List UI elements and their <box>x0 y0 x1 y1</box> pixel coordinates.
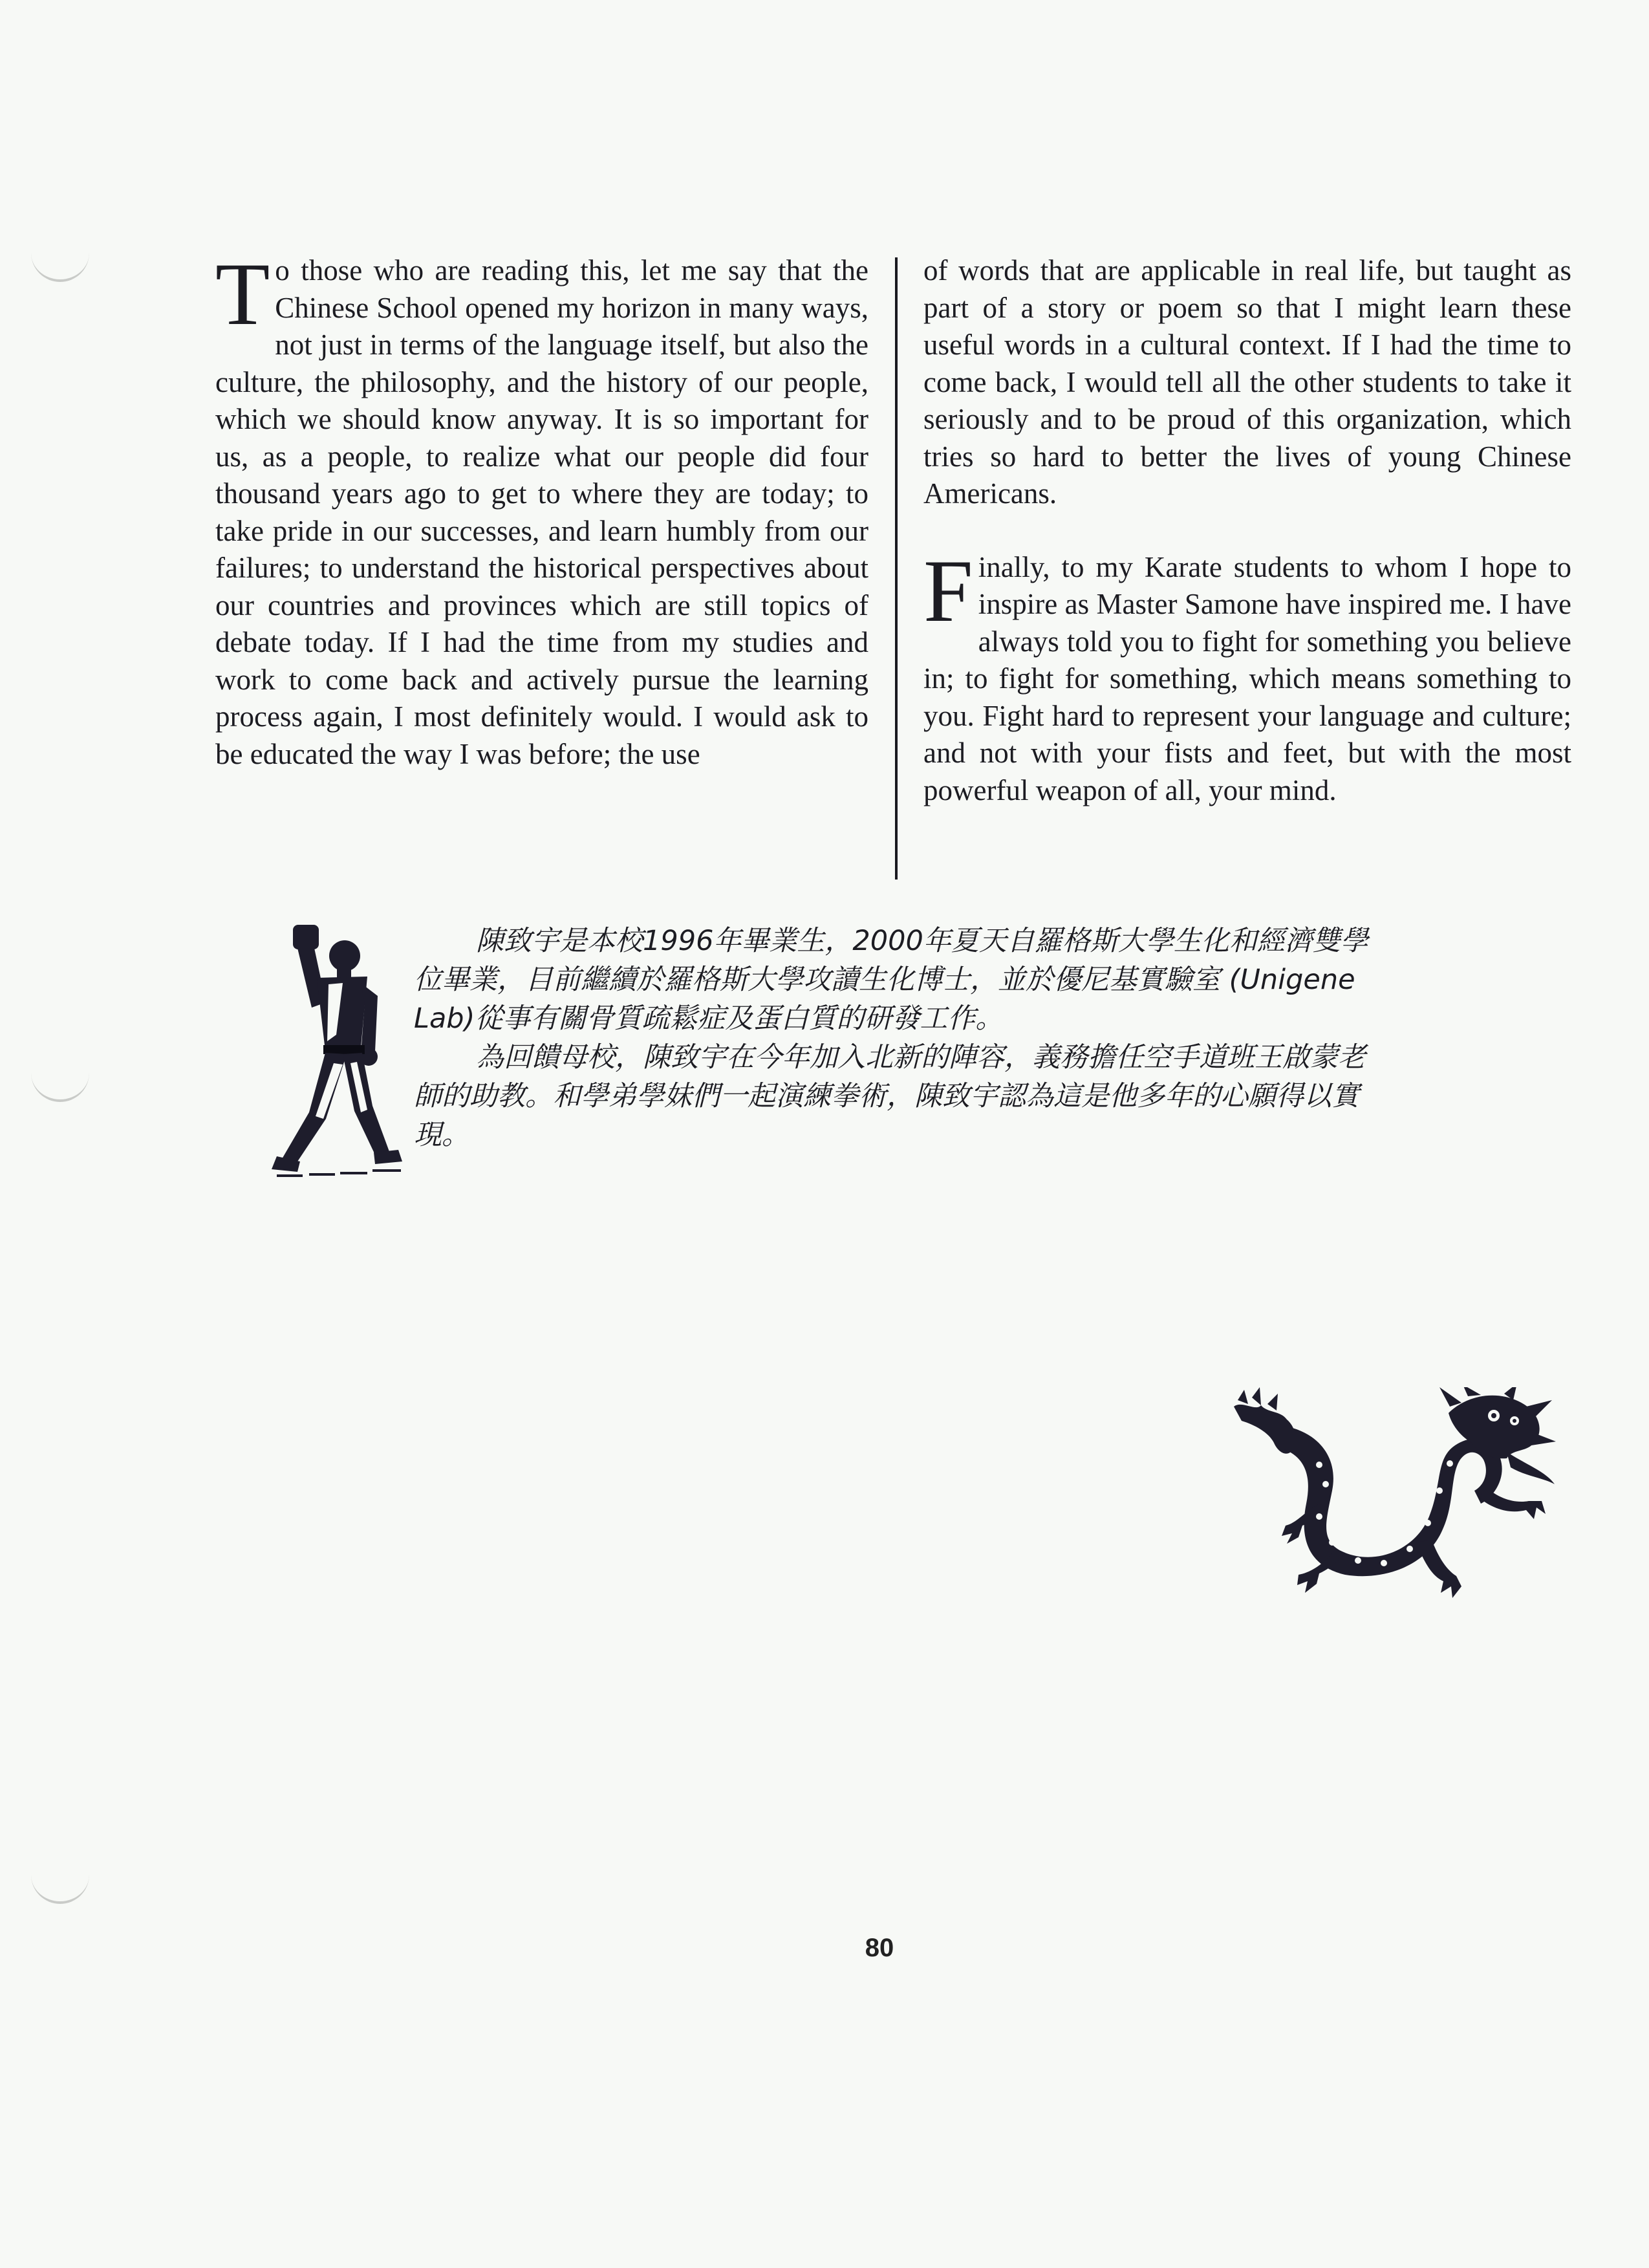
binder-hole-mark <box>31 1061 89 1102</box>
dragon-illustration <box>1222 1387 1558 1607</box>
paragraph-text: 為回饋母校，陳致宇在今年加入北新的陣容，義務擔任空手道班王啟蒙老師的助教。和學弟學妹們一起演練拳術，陳致宇認為這是他多年的心願得以實現。 <box>414 1041 1366 1151</box>
article-paragraph <box>923 541 1571 810</box>
drop-cap: F <box>923 541 973 640</box>
article-left-column <box>215 244 868 773</box>
column-divider <box>895 257 898 880</box>
paragraph-text: 陳致宇是本校1996年畢業生，2000年夏天自羅格斯大學生化和經濟雙學位畢業，目前繼續於羅格斯大學攻讀生化博士，並於優尼基實驗室 (Unigene Lab)從事有關骨質疏鬆症及蛋白質的研發工作。 <box>414 925 1368 1035</box>
paragraph-text: inally, to my Karate students to whom I hope to inspire as Master Samone have inspired me. I have always told you to fight for something you believe in; to fight for something, which means something to you. Fight hard to represent your language and culture; and not with your fists and feet, but with the most powerful weapon of all, your mind. <box>923 550 1571 806</box>
chinese-biography <box>414 922 1371 1154</box>
binder-hole-mark <box>31 1863 89 1904</box>
article-paragraph <box>215 244 868 773</box>
article-right-column <box>923 252 1571 809</box>
drop-cap: T <box>215 244 270 343</box>
karate-figure-illustration <box>264 925 419 1183</box>
binder-hole-mark <box>31 241 89 282</box>
paragraph-text: o those who are reading this, let me say that the Chinese School opened my horizon in many ways, not just in terms of the language itself, but also the culture, the philosophy, and the history of our people, which we should know anyway. It is so important for us, as a people, to realize what our people did four thousand years ago to get to where they are today; to take pride in our successes, and learn humbly from our failures; to understand the historical perspectives about our countries and provinces which are still topics of debate today. If I had the time from my studies and work to come back and actively pursue the learning process again, I most definitely would. I would ask to be educated the way I was before; the use <box>215 254 868 770</box>
chinese-paragraph <box>414 1038 1371 1154</box>
page-number: 80 <box>865 1934 894 1962</box>
chinese-paragraph <box>414 922 1371 1038</box>
article-paragraph: of words that are applicable in real life, but taught as part of a story or poem so that I might learn these useful words in a cultural context. If I had the time to come back, I would tell all the other students to take it seriously and to be proud of this organization, which tries so hard to better the lives of young Chinese Americans. <box>923 254 1571 510</box>
